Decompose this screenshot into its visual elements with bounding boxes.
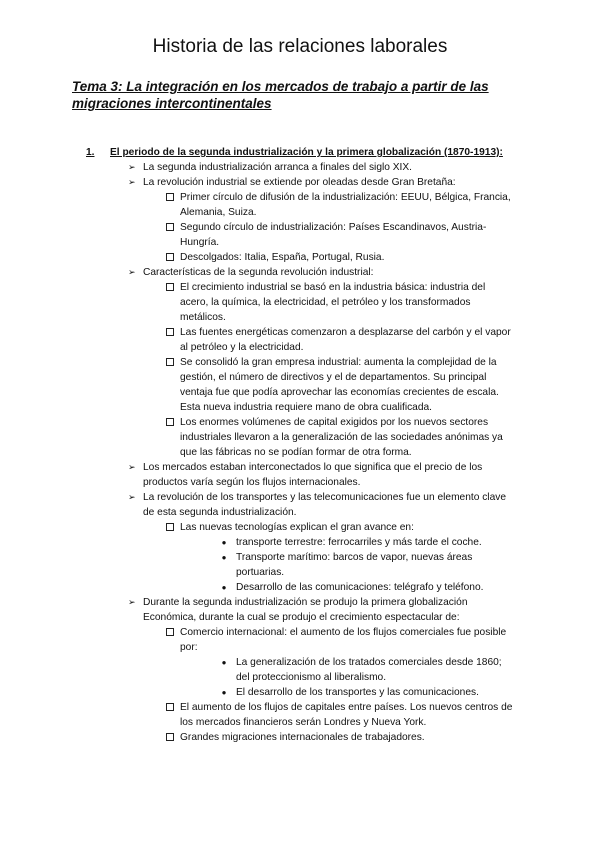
list-item <box>86 490 516 520</box>
arrow-bullet-icon: ➢ <box>128 162 136 172</box>
checkbox-square-icon <box>166 523 174 531</box>
list-item <box>86 730 516 745</box>
list-item-text: Las nuevas tecnologías explican el gran avance en: <box>180 522 414 533</box>
list-item <box>86 220 516 250</box>
list-item <box>86 280 516 325</box>
list-item-text: Las fuentes energéticas comenzaron a desplazarse del carbón y el vapor al petróleo y la electricidad. <box>180 327 511 353</box>
section-number: 1. <box>86 147 95 158</box>
list-item-text: Descolgados: Italia, España, Portugal, Rusia. <box>180 252 385 263</box>
list-item-text: La generalización de los tratados comerciales desde 1860; del proteccionismo al liberalismo. <box>236 657 502 683</box>
arrow-bullet-icon: ➢ <box>128 177 136 187</box>
list-item <box>86 265 516 280</box>
list-item-text: Los mercados estaban interconectados lo que significa que el precio de los productos varía según los flujos internacionales. <box>143 462 483 488</box>
checkbox-square-icon <box>166 628 174 636</box>
dot-bullet-icon: ● <box>221 658 227 667</box>
list-item <box>86 160 516 175</box>
list-item-text: Comercio internacional: el aumento de los flujos comerciales fue posible por: <box>180 627 507 653</box>
list-item <box>86 580 516 595</box>
list-item-text: El aumento de los flujos de capitales entre países. Los nuevos centros de los mercados financieros serán Londres y Nueva York. <box>180 702 513 728</box>
list-item-text: Desarrollo de las comunicaciones: telégrafo y teléfono. <box>236 582 484 593</box>
list-item-text: La revolución de los transportes y las telecomunicaciones fue un elemento clave de esta segunda industrialización. <box>143 492 506 518</box>
list-item <box>86 325 516 355</box>
checkbox-square-icon <box>166 223 174 231</box>
list-item-text: Los enormes volúmenes de capital exigidos por los nuevos sectores industriales llevaron a la generalización de las sociedades anónimas ya que las fábricas no se podían formar de otra forma. <box>180 417 503 458</box>
checkbox-square-icon <box>166 283 174 291</box>
dot-bullet-icon: ● <box>221 688 227 697</box>
list-item-text: transporte terrestre: ferrocarriles y más tarde el coche. <box>236 537 482 548</box>
list-item-text: Transporte marítimo: barcos de vapor, nuevas áreas portuarias. <box>236 552 473 578</box>
list-item-text: El crecimiento industrial se basó en la industria básica: industria del acero, la química, la electricidad, el petróleo y los transformados metálicos. <box>180 282 486 323</box>
list-item <box>86 250 516 265</box>
checkbox-square-icon <box>166 328 174 336</box>
arrow-bullet-icon: ➢ <box>128 267 136 277</box>
arrow-bullet-icon: ➢ <box>128 597 136 607</box>
list-item <box>86 175 516 190</box>
dot-bullet-icon: ● <box>221 583 227 592</box>
list-item <box>86 685 516 700</box>
list-item <box>86 535 516 550</box>
list-item <box>86 625 516 655</box>
section-1 <box>86 145 516 745</box>
list-item <box>86 595 516 625</box>
list-item <box>86 460 516 490</box>
list-item-text: La revolución industrial se extiende por oleadas desde Gran Bretaña: <box>143 177 456 188</box>
document-subtitle: Tema 3: La integración en los mercados de trabajo a partir de las migraciones intercontinentales <box>72 79 489 111</box>
checkbox-square-icon <box>166 418 174 426</box>
checkbox-square-icon <box>166 193 174 201</box>
section-heading <box>86 145 516 160</box>
checkbox-square-icon <box>166 253 174 261</box>
list-item-text: Segundo círculo de industrialización: Países Escandinavos, Austria-Hungría. <box>180 222 487 248</box>
list-item-text: Primer círculo de difusión de la industrialización: EEUU, Bélgica, Francia, Alemania, Suiza. <box>180 192 511 218</box>
list-item-text: Grandes migraciones internacionales de trabajadores. <box>180 732 425 743</box>
list-item-text: Durante la segunda industrialización se produjo la primera globalización Económica, durante la cual se produjo el crecimiento espectacular de: <box>143 597 468 623</box>
dot-bullet-icon: ● <box>221 553 227 562</box>
list-item <box>86 355 516 415</box>
list-item-text: Se consolidó la gran empresa industrial: aumenta la complejidad de la gestión, el número de directivos y el de departamentos. Su principal ventaja fue que podía aprovechar las economías crecientes de escala. Esta nueva industria requiere mano de obra cualificada. <box>180 357 499 413</box>
document-title: Historia de las relaciones laborales <box>152 36 448 57</box>
arrow-bullet-icon: ➢ <box>128 462 136 472</box>
list-item-text: El desarrollo de los transportes y las comunicaciones. <box>236 687 479 698</box>
list-item <box>86 550 516 580</box>
list-item <box>86 520 516 535</box>
dot-bullet-icon: ● <box>221 538 227 547</box>
list-item <box>86 190 516 220</box>
list-item <box>86 415 516 460</box>
checkbox-square-icon <box>166 358 174 366</box>
list-item-text: La segunda industrialización arranca a finales del siglo XIX. <box>143 162 412 173</box>
list-item-text: Características de la segunda revolución industrial: <box>143 267 374 278</box>
section-items <box>86 160 516 745</box>
checkbox-square-icon <box>166 733 174 741</box>
checkbox-square-icon <box>166 703 174 711</box>
list-item <box>86 700 516 730</box>
arrow-bullet-icon: ➢ <box>128 492 136 502</box>
list-item <box>86 655 516 685</box>
section-heading-text: El periodo de la segunda industrialización y la primera globalización (1870-1913): <box>110 147 503 158</box>
